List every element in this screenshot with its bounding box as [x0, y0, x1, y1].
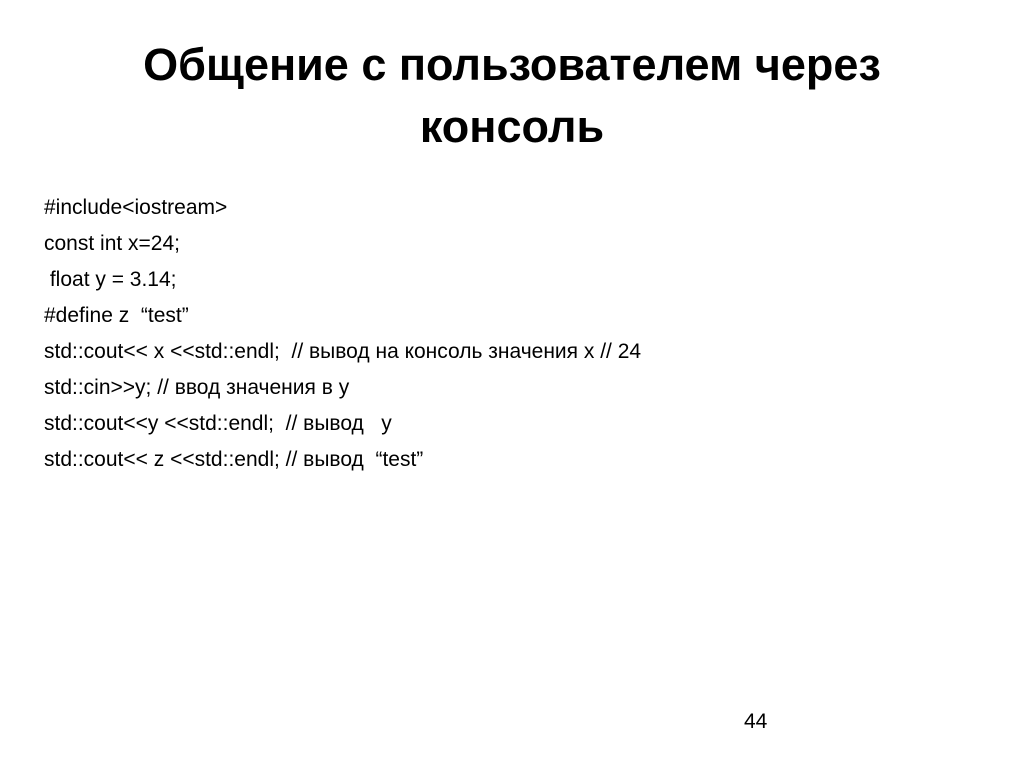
- code-line: const int x=24;: [44, 232, 180, 255]
- slide-title-line: консоль: [419, 101, 605, 152]
- code-line: #include<iostream>: [44, 196, 228, 219]
- code-line: #define z “test”: [44, 304, 189, 327]
- code-line: std::cin>>y; // ввод значения в y: [44, 376, 350, 399]
- slide-title: [40, 34, 984, 158]
- code-line: std::cout<< z <<std::endl; // вывод “test”: [44, 448, 424, 471]
- code-listing: [44, 190, 984, 478]
- code-line: std::cout<<y <<std::endl; // вывод y: [44, 412, 392, 435]
- slide-title-line: Общение с пользователем через: [143, 39, 881, 90]
- code-line: std::cout<< x <<std::endl; // вывод на консоль значения x // 24: [44, 340, 642, 363]
- code-line: float y = 3.14;: [44, 268, 177, 291]
- page-number: 44: [744, 710, 768, 733]
